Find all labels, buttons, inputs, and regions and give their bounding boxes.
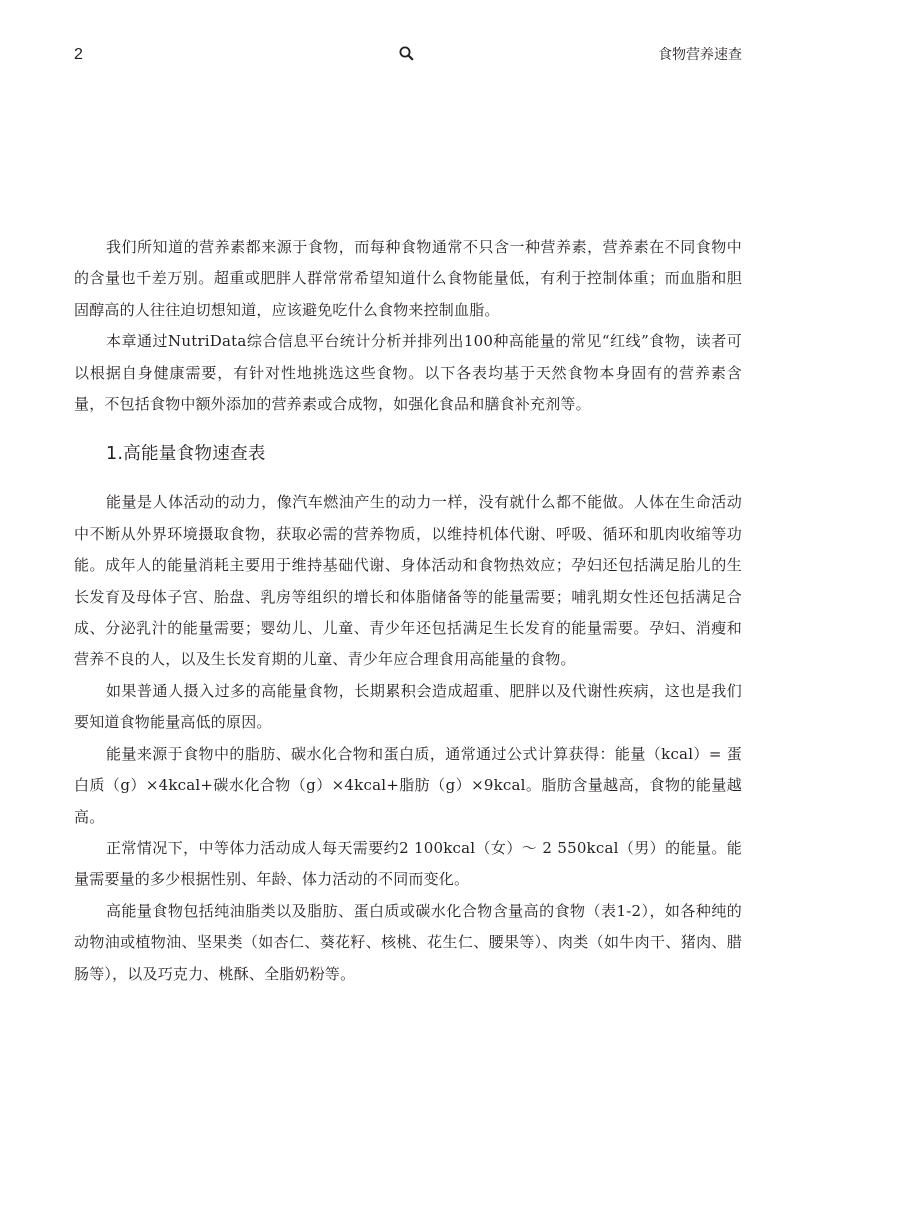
body-paragraph: 正常情况下，中等体力活动成人每天需要约2 100kcal（女）～ 2 550kcal（男）的能量。能量需要量的多少根据性别、年龄、体力活动的不同而变化。 <box>74 838 742 889</box>
page-number: 2 <box>74 46 83 63</box>
section-title: 1.高能量食物速查表 <box>106 444 266 465</box>
book-title: 食物营养速查 <box>658 47 742 63</box>
intro-paragraph: 我们所知道的营养素都来源于食物，而每种食物通常不只含一种营养素，营养素在不同食物中的含量也千差万别。超重或肥胖人群常常希望知道什么食物能量低，有利于控制体重；而血脂和胆固醇高的人往往迫切想知道，应该避免吃什么食物来控制血脂。 <box>74 238 742 319</box>
page-header <box>74 44 742 68</box>
body-paragraph: 高能量食物包括纯油脂类以及脂肪、蛋白质或碳水化合物含量高的食物（表1-2），如各种纯的动物油或植物油、坚果类（如杏仁、葵花籽、核桃、花生仁、腰果等）、肉类（如牛肉干、猪肉、腊肠等），以及巧克力、桃酥、全脂奶粉等。 <box>74 901 742 983</box>
search-icon <box>398 45 416 63</box>
intro-paragraph: 本章通过NutriData综合信息平台统计分析并排列出100种高能量的常见“红线”食物，读者可以根据自身健康需要，有针对性地挑选这些食物。以下各表均基于天然食物本身固有的营养素含量，不包括食物中额外添加的营养素或合成物，如强化食品和膳食补充剂等。 <box>74 332 742 414</box>
body-paragraph: 能量是人体活动的动力，像汽车燃油产生的动力一样，没有就什么都不能做。人体在生命活动中不断从外界环境摄取食物，获取必需的营养物质，以维持机体代谢、呼吸、循环和肌肉收缩等功能。成年人的能量消耗主要用于维持基础代谢、身体活动和食物热效应；孕妇还包括满足胎儿的生长发育及母体子宫、胎盘、乳房等组织的增长和体脂储备等的能量需要；哺乳期女性还包括满足合成、分泌乳汁的能量需要；婴幼儿、儿童、青少年还包括满足生长发育的能量需要。孕妇、消瘦和营养不良的人，以及生长发育期的儿童、青少年应合理食用高能量的食物。 <box>74 493 742 669</box>
page-content <box>74 232 742 990</box>
body-paragraph: 如果普通人摄入过多的高能量食物，长期累积会造成超重、肥胖以及代谢性疾病，这也是我们要知道食物能量高低的原因。 <box>74 681 742 732</box>
body-paragraph: 能量来源于食物中的脂肪、碳水化合物和蛋白质，通常通过公式计算获得：能量（kcal）= 蛋白质（g）×4kcal+碳水化合物（g）×4kcal+脂肪（g）×9kcal。脂肪含量越高，食物的能量越高。 <box>74 744 742 826</box>
